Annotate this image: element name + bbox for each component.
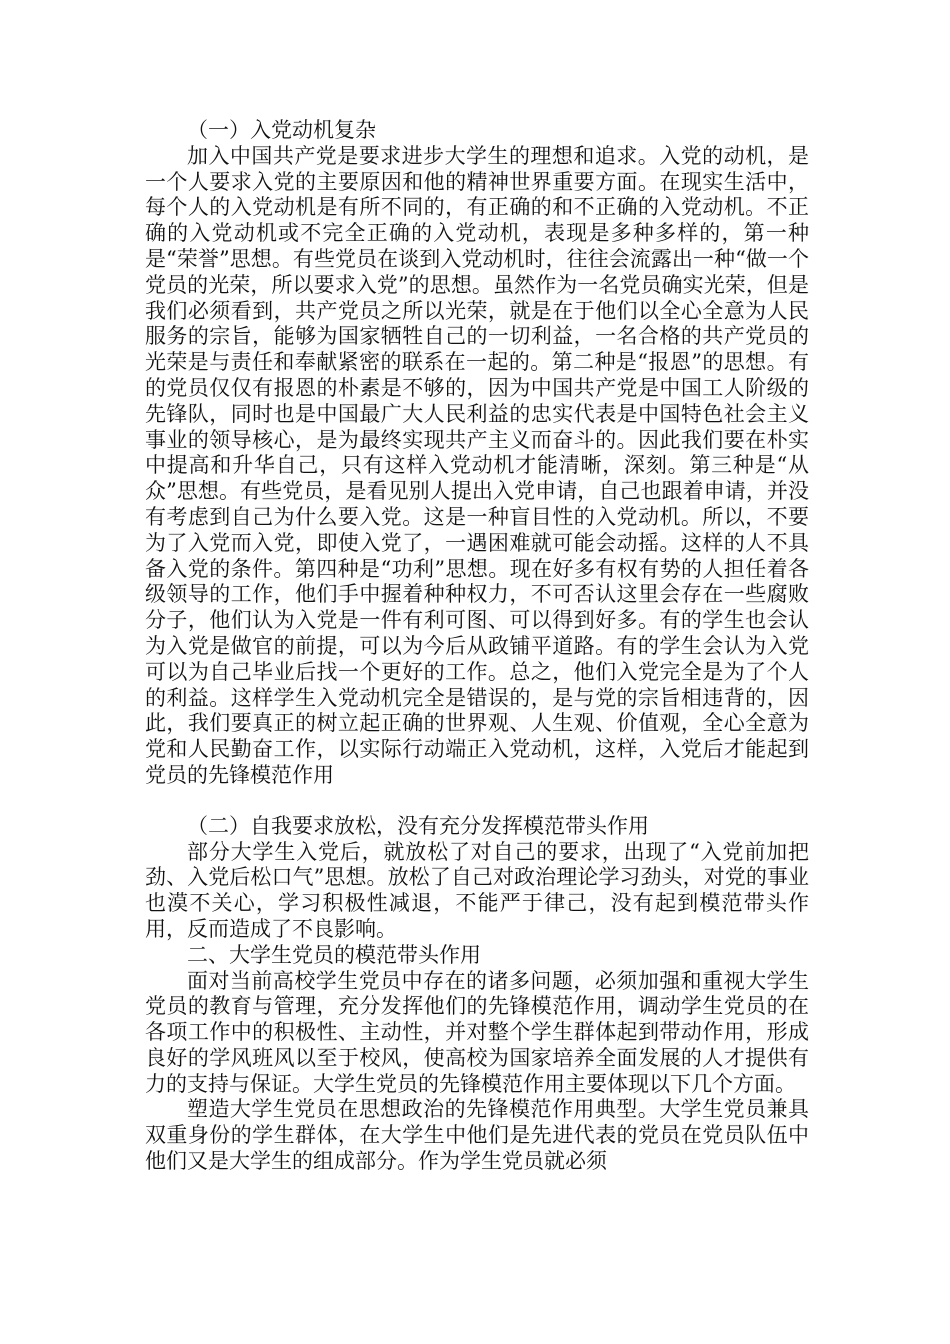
paragraph-ideological-model: 塑造大学生党员在思想政治的先锋模范作用典型。大学生党员兼具双重身份的学生群体，在大学生中他们是先进代表的党员在党员队伍中他们又是大学生的组成部分。作为学生党员就必须: [145, 1097, 809, 1174]
paragraph-exemplary-role: 面对当前高校学生党员中存在的诸多问题，必须加强和重视大学生党员的教育与管理，充分发挥他们的先锋模范作用，调动学生党员的在各项工作中的积极性、主动性，并对整个学生群体起到带动作用，形成良好的学风班风以至于校风，使高校为国家培养全面发展的人才提供有力的支持与保证。大学生党员的先锋模范作用主要体现以下几个方面。: [145, 968, 809, 1096]
section-heading-exemplary-role: 二、大学生党员的模范带头作用: [187, 942, 481, 967]
document-page: [145, 118, 809, 1175]
paragraph-motivation: 加入中国共产党是要求进步大学生的理想和追求。入党的动机，是一个人要求入党的主要原因和他的精神世界重要方面。在现实生活中，每个人的入党动机是有所不同的，有正确的和不正确的入党动机。不正确的入党动机或不完全正确的入党动机，表现是多种多样的，第一种是“荣誉”思想。有些党员在谈到入党动机时，往往会流露出一种“做一个党员的光荣，所以要求入党”的思想。虽然作为一名党员确实光荣，但是我们必须看到，共产党员之所以光荣，就是在于他们以全心全意为人民服务的宗旨，能够为国家牺牲自己的一切利益，一名合格的共产党员的光荣是与责任和奉献紧密的联系在一起的。第二种是“报恩”的思想。有的党员仅仅有报恩的朴素是不够的，因为中国共产党是中国工人阶级的先锋队，同时也是中国最广大人民利益的忠实代表是中国特色社会主义事业的领导核心，是为最终实现共产主义而奋斗的。因此我们要在朴实中提高和升华自己，只有这样入党动机才能清晰，深刻。第三种是“从众”思想。有些党员，是看见别人提出入党申请，自己也跟着申请，并没有考虑到自己为什么要入党。这是一种盲目性的入党动机。所以，不要为了入党而入党，即使入党了，一遇困难就可能会动摇。这样的人不具备入党的条件。第四种是“功利”思想。现在好多有权有势的人担任着各级领导的工作，他们手中握着种种权力，不可否认这里会存在一些腐败分子，他们认为入党是一件有利可图、可以得到好多。有的学生也会认为入党是做官的前提，可以为今后从政铺平道路。有的学生会认为入党可以为自己毕业后找一个更好的工作。总之，他们入党完全是为了个人的利益。这样学生入党动机完全是错误的，是与党的宗旨相违背的，因此，我们要真正的树立起正确的世界观、人生观、价值观，全心全意为党和人民勤奋工作，以实际行动端正入党动机，这样，入党后才能起到党员的先锋模范作用: [145, 143, 809, 787]
paragraph-gap: [145, 789, 809, 814]
section-heading-self-discipline: （二）自我要求放松，没有充分发挥模范带头作用: [187, 813, 649, 838]
paragraph-self-discipline: 部分大学生入党后，就放松了对自己的要求，出现了“入党前加把劲、入党后松口气”思想。放松了自己对政治理论学习劲头，对党的事业也漠不关心，学习积极性减退，不能严于律己，没有起到模范带头作用，反而造成了不良影响。: [145, 839, 809, 941]
section-heading-motivation: （一）入党动机复杂: [187, 118, 376, 142]
